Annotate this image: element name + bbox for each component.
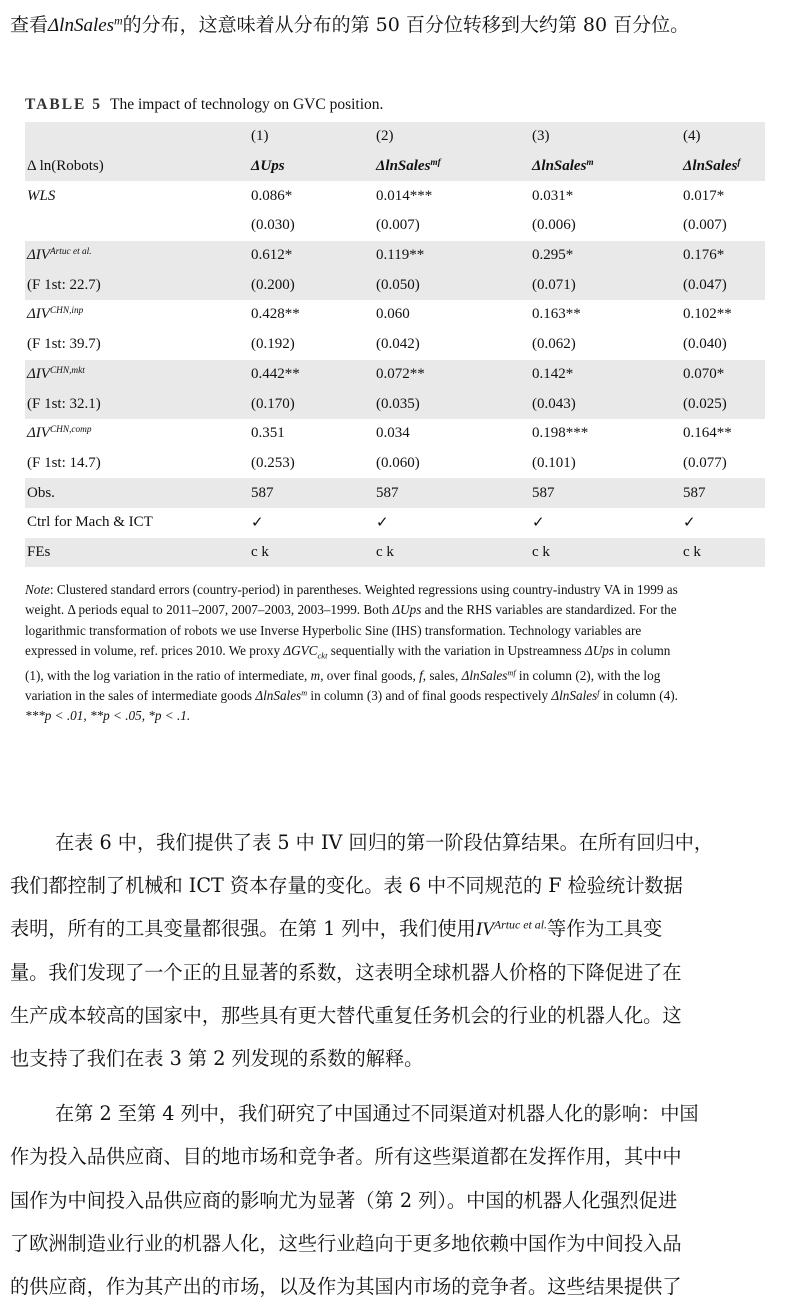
note-l5c: , sales, [422,667,462,683]
text-line: 在表 6 中，我们提供了表 5 中 IV 回归的第一阶段估算结果。在所有回归中， [55,831,714,854]
intro-math-sup: m [114,14,123,28]
inline-math: IV [475,919,494,941]
results-table [25,122,765,567]
table-cell: ✓ [376,515,389,532]
col-number-4: (4) [681,122,765,152]
table-cell: ✓ [683,515,696,532]
col-head-4-sup: f [737,157,741,168]
table-cell: 0.428** [251,306,300,323]
note-l4b: sequentially with the variation in Upstreamness [327,642,585,658]
table-cell: (0.077) [683,454,727,471]
table-cell: (0.062) [532,336,576,353]
table-header-row [25,152,765,182]
intro-line-after: 的分布，这意味着从分布的第 50 百分位转移到大约第 80 百分位。 [122,14,690,36]
note-l6c: in column (4). [599,688,678,704]
table-body [25,181,765,567]
table-cell: 587 [374,478,530,508]
row-label-sup: Artuc et al. [49,246,92,257]
table-row [25,330,765,360]
table-cell: (0.035) [374,389,530,419]
note-l6m: ΔlnSales [255,688,302,704]
row-label [25,270,249,300]
table-cell: c k [374,538,530,568]
table-cell: 0.351 [251,425,285,442]
table-row [25,360,765,390]
col-head-3-sup: m [586,157,594,168]
table-cell: (0.253) [251,454,295,471]
table-cell: 0.142* [530,360,681,390]
table-cell: 0.070* [681,360,765,390]
text-line: 也支持了我们在表 3 第 2 列发现的系数的解释。 [10,1046,424,1070]
table-cell: 0.119** [374,241,530,271]
table-cell: (0.040) [683,336,727,353]
text-line: 我们都控制了机械和 ICT 资本存量的变化。表 6 中不同规范的 F 检验统计数据 [10,874,683,898]
row-label-text: (F 1st: 22.7) [27,276,101,293]
body-text [10,821,790,1308]
table-cell: 587 [249,478,374,508]
row-label-text: ΔIV [27,306,50,323]
note-l5b: , over final goods, [320,667,420,683]
note-line-6 [25,686,770,706]
table-cell: (0.101) [532,454,576,471]
table-cell: 0.102** [683,306,732,323]
table-caption [25,96,383,114]
table-row [25,241,765,271]
text-line: 在第 2 至第 4 列中，我们研究了中国通过不同渠道对机器人化的影响：中国 [55,1102,699,1126]
row-label-sup: CHN,comp [49,425,92,436]
text-line: 了欧洲制造业行业的机器人化，这些行业趋向于更多地依赖中国作为中间投入品 [10,1231,682,1255]
col-number-3: (3) [530,122,681,152]
note-line-5 [25,666,770,686]
note-l1: : Clustered standard errors (country-period) in parentheses. Weighted regressions using country-industry VA in 1999 as [49,582,678,597]
col-head-2-sup: mf [430,157,441,168]
table-cell: ✓ [532,515,545,532]
table-cell: c k [681,538,765,568]
text-line: 量。我们发现了一个正的且显著的系数，这表明全球机器人价格的下降促进了在 [10,960,682,984]
table-row [25,181,765,211]
table-row [25,211,765,241]
col-head-4-base: ΔlnSales [683,158,738,175]
note-l2m: ΔUps [392,602,422,618]
row-label [25,300,249,330]
table-cell: (0.170) [249,389,374,419]
col-head-3-base: ΔlnSales [532,158,587,175]
note-line-7: ***p < .01, **p < .05, *p < .1. [25,708,191,724]
row-label [25,211,249,241]
table-row [25,508,765,538]
note-l6b: in column (3) and of final goods respectively [307,688,552,704]
table-cell: (0.060) [376,454,420,471]
row-label-text: ΔIV [27,365,50,382]
col-head-1 [249,152,374,182]
text-line [10,907,790,950]
table-cell: (0.047) [681,270,765,300]
intro-line-before: 查看 [10,14,49,36]
table-cell: 0.060 [376,306,410,323]
row-label-text: ΔIV [27,247,50,264]
text-line: 的供应商，作为其产出的市场，以及作为其国内市场的竞争者。这些结果提供了 [10,1274,682,1298]
note-l4m: ΔGVC [283,642,318,658]
table-cell: 587 [681,478,765,508]
note-l5sup: mf [507,668,516,678]
table-cell: (0.007) [376,217,420,234]
table-cell: (0.025) [681,389,765,419]
text-segment: 表明，所有的工具变量都很强。在第 1 列中，我们使用 [10,917,476,941]
note-l4c: in column [613,642,671,658]
intro-math: ΔlnSales [48,15,115,36]
table-row [25,270,765,300]
row-label-text: Ctrl for Mach & ICT [27,514,153,531]
table-cell: 0.031* [532,187,574,204]
row-label-sup: CHN,inp [49,306,84,317]
table-row [25,300,765,330]
row-label [25,508,249,538]
note-l4a: expressed in volume, ref. prices 2010. We proxy [25,642,284,658]
note-label: Note [25,582,50,597]
row-label-text: FEs [27,543,51,560]
row-label-text: ΔIV [27,425,50,442]
text-line: 国作为中间投入品供应商的影响尤为显著（第 2 列）。中国的机器人化强烈促进 [10,1188,678,1212]
blank-cell [25,122,249,152]
note-l5m: m [310,667,321,683]
row-label-sup: CHN,mkt [49,365,85,376]
note-l5a: (1), with the log variation in the ratio of intermediate, [25,667,311,683]
row-label [25,360,249,390]
intro-line [10,8,790,43]
row-label [25,538,249,568]
row-label [25,478,249,508]
text-line: 作为投入品供应商、目的地市场和竞争者。所有这些渠道都在发挥作用，其中中 [10,1145,682,1169]
table-cell: (0.050) [374,270,530,300]
row-label [25,330,249,360]
paragraph-gap [10,1080,790,1092]
col-head-2 [374,152,530,182]
row-label [25,449,249,479]
table-col-numbers-row [25,122,765,152]
paragraph-1 [10,821,790,1080]
table-cell: (0.042) [376,336,420,353]
row-label [25,181,249,211]
note-line-4 [25,641,770,666]
note-line-3: logarithmic transformation of robots we use Inverse Hyperbolic Sine (IHS) transformation. Technology variables are [25,622,642,638]
row-label-text: WLS [27,187,56,204]
row-label [25,419,249,449]
col-number-2: (2) [374,122,530,152]
col-head-1-base: ΔUps [251,158,285,175]
table-cell: 0.295* [530,241,681,271]
table-cell: (0.043) [530,389,681,419]
note-l4sub: ckt [317,650,328,661]
note-l6m2: ΔlnSales [551,688,598,704]
table-cell: 0.164** [683,425,732,442]
note-l2b: and the RHS variables are standardized. For the [421,602,677,618]
row-label [25,389,249,419]
col-head-2-base: ΔlnSales [376,158,431,175]
table-cell: 0.163** [532,306,581,323]
col-head-3 [530,152,681,182]
table-note [25,580,770,727]
text-segment: 等作为工具变 [547,917,663,941]
table-cell: 587 [530,478,681,508]
table-row [25,478,765,508]
col-number-1: (1) [249,122,374,152]
table-title: The impact of technology on GVC position. [110,96,384,113]
table-cell: 0.442** [249,360,374,390]
table-cell: 0.034 [376,425,410,442]
row-header-text: Δ ln(Robots) [27,158,104,175]
table-cell: 0.017* [683,187,725,204]
table-cell: c k [249,538,374,568]
table-cell: 0.072** [374,360,530,390]
paragraph-2 [10,1092,790,1308]
table-cell: (0.192) [251,336,295,353]
table-cell: ✓ [251,515,264,532]
row-label [25,241,249,271]
table-cell: (0.030) [251,217,295,234]
table-cell: 0.176* [681,241,765,271]
inline-math-sup: Artuc et al. [493,917,548,932]
row-label-text: (F 1st: 14.7) [27,454,101,471]
table-cell: 0.014*** [376,187,433,204]
row-label-text: (F 1st: 39.7) [27,336,101,353]
text-line: 生产成本较高的国家中，那些具有更大替代重复任务机会的行业的机器人化。这 [10,1003,682,1027]
note-l4m2: ΔUps [584,642,614,658]
note-line-2 [25,600,770,620]
col-head-4 [681,152,765,182]
note-l2a: weight. Δ periods equal to 2011–2007, 2007–2003, 2003–1999. Both [25,602,393,618]
table-label: TABLE 5 [25,96,103,113]
note-l6sup2: f [597,688,600,698]
table-cell: (0.007) [683,217,727,234]
note-line-1 [25,580,770,600]
table-cell: (0.071) [530,270,681,300]
row-header [25,152,249,182]
note-l6sup: m [301,688,308,698]
note-l5f: f [419,667,423,683]
note-l6a: variation in the sales of intermediate goods [25,688,256,704]
table-cell: 0.612* [249,241,374,271]
note-l5m2: ΔlnSales [461,667,508,683]
row-label-text: (F 1st: 32.1) [27,395,101,412]
table-cell: c k [530,538,681,568]
table-cell: 0.086* [251,187,293,204]
table-cell: (0.200) [249,270,374,300]
table-row [25,449,765,479]
note-l5d: in column (2), with the log [515,667,661,683]
table-cell: 0.198*** [532,425,589,442]
table-row [25,538,765,568]
row-label-text: Obs. [27,484,55,501]
table-cell: (0.006) [532,217,576,234]
table-row [25,419,765,449]
table-row [25,389,765,419]
